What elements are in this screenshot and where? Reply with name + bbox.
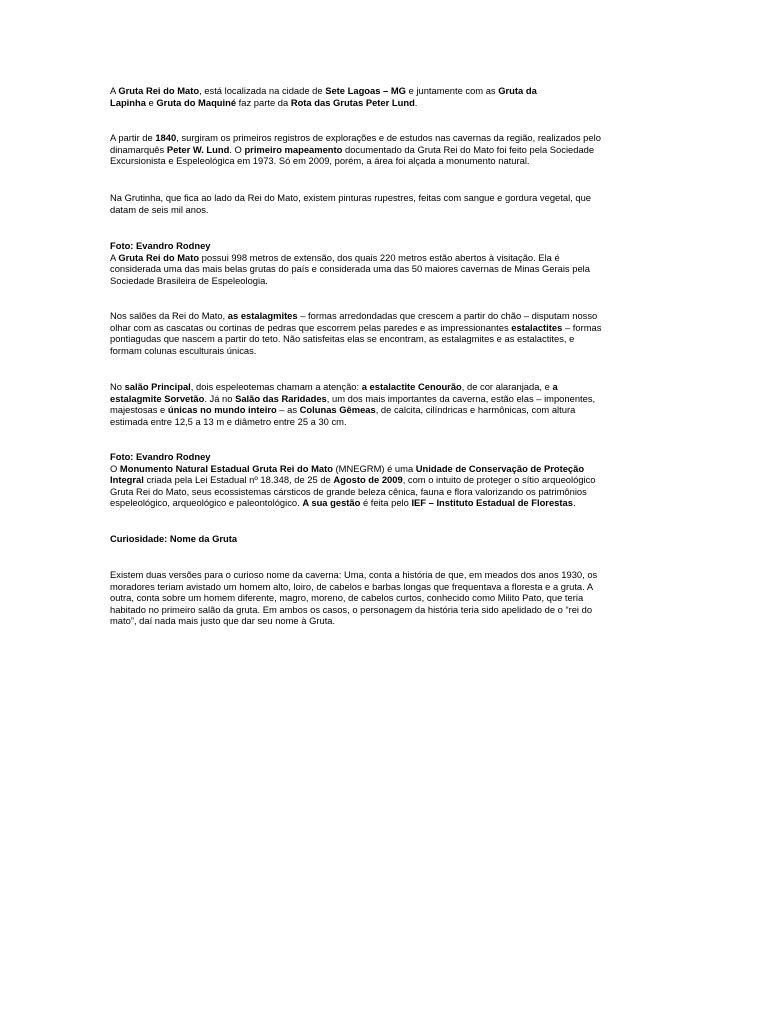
text-run: O bbox=[110, 462, 120, 474]
text-run: pontiagudas que nascem a partir do teto. Não satisfeitas elas se encontram, as estalagmites e as estalactites, e bbox=[110, 333, 575, 345]
text-run: , de cor alaranjada, e bbox=[461, 381, 553, 392]
bold-text: a bbox=[552, 381, 558, 392]
text-run: outra, conta sobre um homem diferente, magro, moreno, de cabelos curtos, conhecido como Milito Pato, que teria bbox=[110, 592, 584, 604]
text-run: faz parte da bbox=[236, 96, 291, 108]
paragraph-extension bbox=[110, 240, 658, 286]
bold-text: Unidade de Conservação de Proteção bbox=[415, 462, 585, 474]
text-run: majestosas e bbox=[110, 404, 168, 416]
text-run: e bbox=[145, 96, 157, 108]
section-heading-curiosity bbox=[110, 533, 658, 545]
text-run: dinamarquês bbox=[110, 143, 167, 155]
bold-text: Agosto de 2009 bbox=[333, 474, 403, 486]
bold-text: Foto: Evandro Rodney bbox=[110, 240, 211, 251]
text-run: (MNEGRM) é uma bbox=[332, 462, 416, 474]
bold-text: A sua gestão bbox=[302, 497, 361, 509]
text-run: olhar com as cascatas ou cortinas de pedras que escorrem pelas paredes e as impressionantes bbox=[110, 321, 512, 333]
bold-text: Gruta da bbox=[498, 85, 537, 96]
text-run: Nos salões da Rei do Mato, bbox=[110, 310, 228, 321]
text-run: . bbox=[414, 96, 418, 108]
bold-text: Foto: Evandro Rodney bbox=[110, 451, 211, 462]
text-run: e juntamente com as bbox=[405, 85, 499, 96]
paragraph-grutinha bbox=[110, 192, 658, 215]
bold-text: primeiro mapeamento bbox=[244, 143, 343, 155]
text-run: mato”, daí nada mais justo que dar seu nome à Gruta. bbox=[110, 615, 336, 627]
text-run: datam de seis mil anos. bbox=[110, 203, 209, 215]
text-run: considerada uma das mais belas grutas do país e considerada uma das 50 maiores cavernas de Minas Gerais pela bbox=[110, 263, 590, 275]
bold-text: Monumento Natural Estadual Gruta Rei do Mato bbox=[119, 462, 333, 474]
paragraph-monument bbox=[110, 451, 658, 509]
bold-text: Peter W. Lund bbox=[166, 143, 230, 155]
paragraph-salons bbox=[110, 381, 658, 427]
text-run: , com o intuito de proteger o sítio arqueológico bbox=[402, 474, 596, 486]
text-run: criada pela Lei Estadual nº 18.348, de 25 de bbox=[143, 474, 334, 486]
paragraph-location bbox=[110, 85, 658, 108]
bold-text: Lapinha bbox=[110, 96, 146, 108]
text-run: , dois espeleotemas chamam a atenção: bbox=[190, 381, 362, 392]
text-run: – formas arredondadas que crescem a partir do chão – disputam nosso bbox=[297, 310, 598, 321]
paragraph-formations bbox=[110, 310, 658, 356]
text-run: Existem duas versões para o curioso nome da caverna: Uma, conta a história de que, em meados dos anos 1930, os bbox=[110, 569, 598, 580]
bold-text: Integral bbox=[110, 474, 144, 486]
bold-text: Curiosidade: Nome da Gruta bbox=[110, 533, 238, 544]
text-run: , está localizada na cidade de bbox=[199, 85, 326, 96]
bold-text: únicas no mundo inteiro bbox=[167, 404, 277, 416]
text-run: moradores teriam avistado um homem alto, loiro, de cabelos e barbas longas que frequentava a floresta e a gruta. A bbox=[110, 580, 594, 592]
bold-text: Salão das Raridades bbox=[235, 392, 327, 404]
bold-text: estalactites bbox=[511, 321, 563, 333]
paragraph-name-origin bbox=[110, 569, 658, 627]
text-run: – formas bbox=[562, 321, 602, 333]
text-run: é feita pelo bbox=[360, 497, 412, 509]
bold-text: Gruta do Maquiné bbox=[156, 96, 237, 108]
text-run: Excursionista e Espeleológica em 1973. Só em 2009, porém, a área foi alçada a monumento natural. bbox=[110, 155, 530, 167]
text-run: A bbox=[110, 251, 119, 263]
text-run: Sociedade Brasileira de Espeleologia. bbox=[110, 274, 268, 286]
text-run: . O bbox=[229, 143, 245, 155]
text-run: – as bbox=[276, 404, 300, 416]
text-run: . bbox=[572, 497, 576, 509]
text-run: estimada entre 12,5 a 13 m e diâmetro entre 25 a 30 cm. bbox=[110, 415, 347, 427]
bold-text: Rota das Grutas Peter Lund bbox=[290, 96, 415, 108]
bold-text: as estalagmites bbox=[227, 310, 298, 321]
text-run: , um dos mais importantes da caverna, estão elas – imponentes, bbox=[326, 392, 596, 404]
bold-text: 1840 bbox=[155, 132, 177, 143]
text-run: , de calcita, cilíndricas e harmônicas, com altura bbox=[375, 404, 576, 416]
text-run: Na Grutinha, que fica ao lado da Rei do Mato, existem pinturas rupestres, feitas com sangue e gordura vegetal, que bbox=[110, 192, 592, 203]
bold-text: Sete Lagoas – MG bbox=[325, 85, 406, 96]
text-run: , surgiram os primeiros registros de explorações e de estudos nas cavernas da região, realizados pelo bbox=[176, 132, 601, 143]
bold-text: IEF – Instituto Estadual de Florestas bbox=[411, 497, 573, 509]
bold-text: a estalactite Cenourão bbox=[361, 381, 462, 392]
bold-text: salão Principal bbox=[124, 381, 191, 392]
bold-text: estalagmite Sorvetão bbox=[110, 392, 205, 404]
text-run: possui 998 metros de extensão, dos quais 220 metros estão abertos à visitação. Ela é bbox=[199, 251, 560, 263]
text-run: A bbox=[110, 85, 119, 96]
text-run: A partir de bbox=[110, 132, 156, 143]
text-run: documentado da Gruta Rei do Mato foi feito pela Sociedade bbox=[342, 143, 595, 155]
bold-text: Gruta Rei do Mato bbox=[118, 85, 200, 96]
text-run: habitado no primeiro salão da gruta. Em ambos os casos, o personagem da história teria sido apelidado de o “rei do bbox=[110, 603, 593, 615]
text-run: Gruta Rei do Mato, seus ecossistemas cársticos de grande beleza cênica, fauna e flora valorizando os patrimônios bbox=[110, 485, 587, 497]
text-run: formam colunas esculturais únicas. bbox=[110, 344, 257, 356]
bold-text: Colunas Gêmeas bbox=[299, 404, 376, 416]
bold-text: Gruta Rei do Mato bbox=[118, 251, 200, 263]
paragraph-history bbox=[110, 132, 658, 167]
text-run: espeleológico, arqueológico e paleontológico. bbox=[110, 497, 303, 509]
text-run: No bbox=[110, 381, 125, 392]
text-run: . Já no bbox=[204, 392, 236, 404]
